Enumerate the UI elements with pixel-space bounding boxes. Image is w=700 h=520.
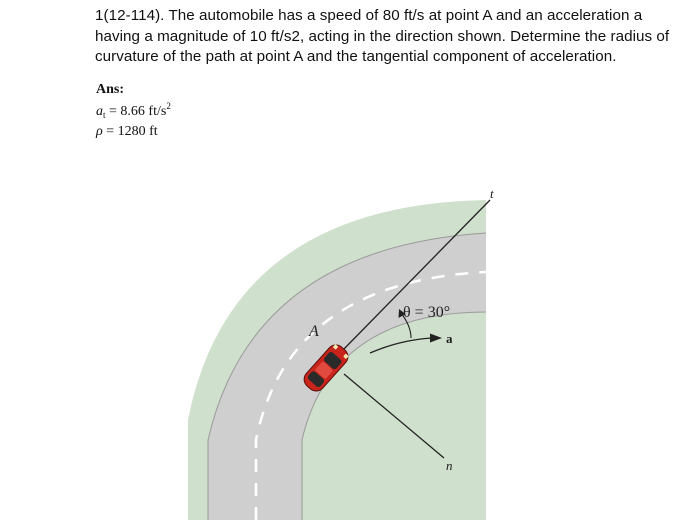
label-acceleration: a <box>446 331 453 346</box>
at-value: = 8.66 ft/s <box>109 104 167 119</box>
rho-value: = 1280 ft <box>106 124 158 139</box>
label-point-a: A <box>309 323 319 340</box>
at-symbol: a <box>96 104 103 119</box>
problem-line-3: curvature of the path at point A and the tangential component of acceleration. <box>95 48 617 65</box>
answer-heading: Ans: <box>96 82 125 97</box>
at-subscript: t <box>103 110 106 120</box>
at-exponent: 2 <box>166 101 171 111</box>
label-angle: θ = 30° <box>403 304 451 321</box>
label-tangent: t <box>490 186 494 201</box>
label-normal: n <box>446 458 453 473</box>
problem-line-1: 1(12-114). The automobile has a speed of 80 ft/s at point A and an acceleration a <box>95 7 643 24</box>
problem-line-2: having a magnitude of 10 ft/s2, acting in the direction shown. Determine the radius of <box>95 27 670 45</box>
rho-symbol: ρ <box>96 124 103 139</box>
